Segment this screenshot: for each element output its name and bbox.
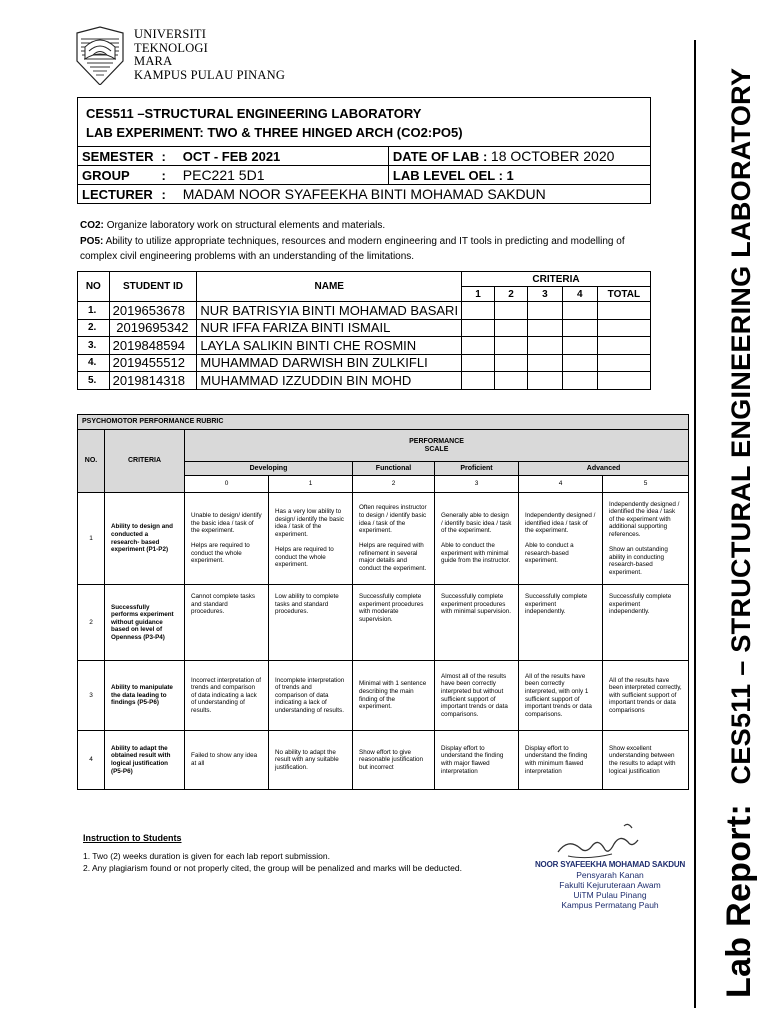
rubric-cell: Incomplete interpretation of trends and comparison of data indicating a lack of understanding of results. bbox=[269, 661, 353, 731]
header-criteria-2: 2 bbox=[495, 287, 528, 302]
rubric-row bbox=[78, 661, 689, 731]
score-5: 5 bbox=[603, 476, 689, 493]
student-name: NUR BATRISYIA BINTI MOHAMAD BASARI bbox=[197, 302, 462, 320]
group-value: PEC221 5D1 bbox=[179, 166, 389, 185]
co2-label: CO2: bbox=[80, 220, 104, 231]
university-name bbox=[134, 28, 285, 82]
score-3: 3 bbox=[435, 476, 519, 493]
score-cell bbox=[562, 302, 597, 320]
date-label: DATE OF LAB bbox=[392, 149, 480, 164]
learning-outcomes bbox=[80, 218, 650, 265]
semester-label: SEMESTER bbox=[78, 147, 158, 166]
course-title: CES511 –STRUCTURAL ENGINEERING LABORATORY bbox=[86, 106, 422, 121]
lab-level: LAB LEVEL OEL : 1 bbox=[388, 166, 650, 185]
score-cell bbox=[462, 302, 495, 320]
score-cell bbox=[562, 337, 597, 355]
student-name: MUHAMMAD DARWISH BIN ZULKIFLI bbox=[197, 354, 462, 372]
instruction-item: 2. Any plagiarism found or not properly cited, the group will be penalized and marks will be deducted. bbox=[83, 863, 462, 873]
rubric-no-header: NO. bbox=[78, 430, 105, 493]
rubric-criteria: Ability to adapt the obtained result with logical justification (P5-P6) bbox=[105, 731, 185, 790]
colon: : bbox=[158, 166, 179, 185]
table-row bbox=[78, 354, 651, 372]
performance-label: PERFORMANCE bbox=[409, 437, 464, 445]
rubric-cell: No ability to adapt the result with any suitable justification. bbox=[269, 731, 353, 790]
level-developing: Developing bbox=[185, 462, 353, 476]
header-criteria-3: 3 bbox=[527, 287, 562, 302]
rubric-cell: Often requires instructor to design / identify basic idea / task of the experiment. Helps are required with refinement in several major details and conduct the experiment. bbox=[353, 493, 435, 585]
score-cell bbox=[562, 354, 597, 372]
header-student-id: STUDENT ID bbox=[109, 272, 197, 302]
table-row bbox=[78, 372, 651, 390]
date-value: 18 OCTOBER 2020 bbox=[490, 148, 615, 164]
lecturer-value: MADAM NOOR SYAFEEKHA BINTI MOHAMAD SAKDUN bbox=[179, 185, 651, 204]
rubric-cell: Minimal with 1 sentence describing the main finding of the experiment. bbox=[353, 661, 435, 731]
student-no: 5. bbox=[78, 372, 110, 390]
score-2: 2 bbox=[353, 476, 435, 493]
colon: : bbox=[482, 149, 488, 164]
instructions-title: Instruction to Students bbox=[83, 833, 182, 843]
official-stamp bbox=[530, 860, 690, 910]
total-cell bbox=[597, 337, 650, 355]
co2-text: Organize laboratory work on structural elements and materials. bbox=[106, 220, 386, 231]
rubric-criteria: Successfully performs experiment without guidance based on level of Openness (P3-P4) bbox=[105, 585, 185, 661]
rubric-cell: All of the results have been interpreted correctly, with sufficient support of important trends or data comparisons bbox=[603, 661, 689, 731]
group-label: GROUP bbox=[78, 166, 158, 185]
score-cell bbox=[527, 319, 562, 337]
instruction-item: 1. Two (2) weeks duration is given for each lab report submission. bbox=[83, 851, 330, 861]
total-cell bbox=[597, 372, 650, 390]
student-name: NUR IFFA FARIZA BINTI ISMAIL bbox=[197, 319, 462, 337]
score-cell bbox=[527, 354, 562, 372]
instructions bbox=[83, 832, 462, 874]
university-line: KAMPUS PULAU PINANG bbox=[134, 67, 286, 82]
score-cell bbox=[495, 319, 528, 337]
student-no: 1. bbox=[78, 302, 110, 320]
total-cell bbox=[597, 319, 650, 337]
rubric-cell: Failed to show any idea at all bbox=[185, 731, 269, 790]
student-no: 4. bbox=[78, 354, 110, 372]
rubric-criteria: Ability to design and conducted a research- based experiment (P1-P2) bbox=[105, 493, 185, 585]
rubric-title: PSYCHOMOTOR PERFORMANCE RUBRIC bbox=[78, 415, 689, 430]
rubric-cell: Unable to design/ identify the basic idea / task of the experiment. Helps are required to conduct the whole experiment. bbox=[185, 493, 269, 585]
score-1: 1 bbox=[269, 476, 353, 493]
student-name: MUHAMMAD IZZUDDIN BIN MOHD bbox=[197, 372, 462, 390]
colon: : bbox=[158, 185, 179, 204]
stamp-line: Kampus Permatang Pauh bbox=[561, 900, 659, 910]
stamp-name: NOOR SYAFEEKHA MOHAMAD SAKDUN bbox=[534, 860, 686, 869]
score-4: 4 bbox=[519, 476, 603, 493]
table-row bbox=[78, 337, 651, 355]
info-table bbox=[77, 146, 651, 204]
rubric-row bbox=[78, 493, 689, 585]
rubric-cell: Show excellent understanding between the results to adapt with logical justification bbox=[603, 731, 689, 790]
stamp-line: UiTM Pulau Pinang bbox=[573, 890, 647, 900]
rubric-cell: Generally able to design / identify basic idea / task of the experiment. Able to conduct the experiment with minimal guide from the instructor. bbox=[435, 493, 519, 585]
rubric-cell: Almost all of the results have been correctly interpreted but without sufficient support of important trends or data comparisons. bbox=[435, 661, 519, 731]
university-line: UNIVERSITI bbox=[134, 27, 207, 41]
university-line: TEKNOLOGI bbox=[134, 40, 209, 55]
co2-line bbox=[80, 218, 650, 234]
university-line: MARA bbox=[134, 54, 173, 69]
side-title-main: CES511 – STRUCTURAL ENGINEERING LABORATORY bbox=[726, 67, 756, 785]
rubric-cell: Independently designed / identified the idea / task of the experiment with additional supporting references. Show an outstanding ability in conducting research-based experiment. bbox=[603, 493, 689, 585]
rubric-cell: Successfully complete experiment procedures with moderate supervision. bbox=[353, 585, 435, 661]
score-cell bbox=[527, 337, 562, 355]
date-cell bbox=[388, 147, 650, 166]
rubric-cell: Display effort to understand the finding with minimum flawed interpretation bbox=[519, 731, 603, 790]
po5-text: Ability to utilize appropriate techniques, resources and modern engineering and IT tools in predicting and modelling of complex civil engineering problems with an understanding of the limitations. bbox=[80, 235, 625, 262]
header-name: NAME bbox=[197, 272, 462, 302]
side-title-prefix: Lab Report: bbox=[720, 784, 758, 998]
level-proficient: Proficient bbox=[435, 462, 519, 476]
score-cell bbox=[462, 319, 495, 337]
rubric-row bbox=[78, 731, 689, 790]
po5-line bbox=[80, 234, 650, 265]
stamp-line: Pensyarah Kanan bbox=[576, 870, 644, 880]
score-cell bbox=[495, 354, 528, 372]
header-criteria-4: 4 bbox=[562, 287, 597, 302]
rubric-criteria-header: CRITERIA bbox=[105, 430, 185, 493]
course-box bbox=[77, 97, 651, 147]
uitm-logo bbox=[71, 25, 129, 85]
student-id: 2019814318 bbox=[109, 372, 197, 390]
score-cell bbox=[462, 354, 495, 372]
rubric-cell: Display effort to understand the finding with major flawed interpretation bbox=[435, 731, 519, 790]
student-no: 3. bbox=[78, 337, 110, 355]
header-criteria: CRITERIA bbox=[462, 272, 651, 287]
scale-label: SCALE bbox=[424, 445, 449, 453]
student-name: LAYLA SALIKIN BINTI CHE ROSMIN bbox=[197, 337, 462, 355]
score-cell bbox=[562, 319, 597, 337]
rubric-table bbox=[77, 414, 689, 790]
score-cell bbox=[562, 372, 597, 390]
header-no: NO bbox=[78, 272, 110, 302]
side-divider bbox=[694, 40, 696, 1008]
table-row bbox=[78, 319, 651, 337]
score-cell bbox=[527, 302, 562, 320]
score-cell bbox=[462, 372, 495, 390]
performance-scale-header bbox=[185, 430, 689, 462]
score-cell bbox=[495, 372, 528, 390]
rubric-cell: Successfully complete experiment independently. bbox=[603, 585, 689, 661]
score-cell bbox=[495, 302, 528, 320]
rubric-cell: Low ability to complete tasks and standard procedures. bbox=[269, 585, 353, 661]
colon: : bbox=[158, 147, 179, 166]
rubric-row-no: 3 bbox=[78, 661, 105, 731]
rubric-row-no: 2 bbox=[78, 585, 105, 661]
rubric-cell: Successfully complete experiment independently. bbox=[519, 585, 603, 661]
student-no: 2. bbox=[78, 319, 110, 337]
rubric-cell: Successfully complete experiment procedures with minimal supervision. bbox=[435, 585, 519, 661]
student-id: 2019455512 bbox=[109, 354, 197, 372]
stamp-line: Fakulti Kejuruteraan Awam bbox=[559, 880, 661, 890]
table-row bbox=[78, 302, 651, 320]
rubric-criteria: Ability to manipulate the data leading to findings (P5-P6) bbox=[105, 661, 185, 731]
level-functional: Functional bbox=[353, 462, 435, 476]
student-id: 2019695342 bbox=[109, 319, 197, 337]
rubric-cell: All of the results have been correctly interpreted, with only 1 sufficient support of important trends or data comparisons. bbox=[519, 661, 603, 731]
score-cell bbox=[462, 337, 495, 355]
experiment-title: LAB EXPERIMENT: TWO & THREE HINGED ARCH (CO2:PO5) bbox=[86, 125, 463, 140]
po5-label: PO5: bbox=[80, 235, 104, 247]
rubric-row-no: 4 bbox=[78, 731, 105, 790]
semester-value: OCT - FEB 2021 bbox=[179, 147, 389, 166]
rubric-cell: Cannot complete tasks and standard procedures. bbox=[185, 585, 269, 661]
total-cell bbox=[597, 302, 650, 320]
header-criteria-1: 1 bbox=[462, 287, 495, 302]
score-cell bbox=[495, 337, 528, 355]
rubric-cell: Show effort to give reasonable justification but incorrect bbox=[353, 731, 435, 790]
lecturer-label: LECTURER bbox=[78, 185, 158, 204]
side-title bbox=[720, 68, 759, 998]
rubric-row-no: 1 bbox=[78, 493, 105, 585]
total-cell bbox=[597, 354, 650, 372]
rubric-cell: Independently designed / identified idea / task of the experiment. Able to conduct a research-based experiment. bbox=[519, 493, 603, 585]
student-id: 2019653678 bbox=[109, 302, 197, 320]
student-id: 2019848594 bbox=[109, 337, 197, 355]
score-0: 0 bbox=[185, 476, 269, 493]
header-total: TOTAL bbox=[597, 287, 650, 302]
rubric-cell: Has a very low ability to design/ identify the basic idea / task of the experiment. Helps are required to conduct the whole experiment. bbox=[269, 493, 353, 585]
student-table bbox=[77, 271, 651, 390]
rubric-cell: Incorrect interpretation of trends and comparison of data indicating a lack of understanding of results. bbox=[185, 661, 269, 731]
score-cell bbox=[527, 372, 562, 390]
level-advanced: Advanced bbox=[519, 462, 689, 476]
rubric-row bbox=[78, 585, 689, 661]
